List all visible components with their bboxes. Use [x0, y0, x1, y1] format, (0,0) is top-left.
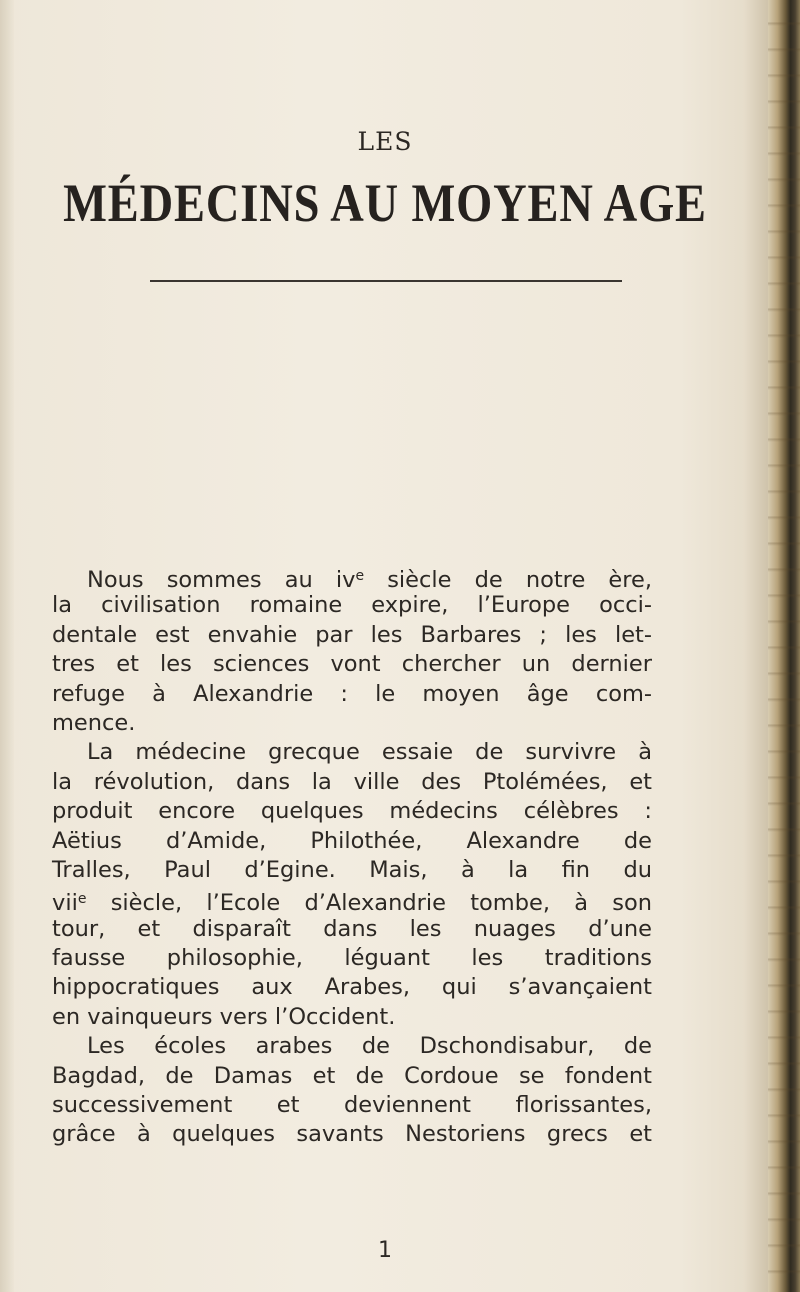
text-line: La médecine grecque essaie de survivre à [87, 739, 652, 766]
text-line: refuge à Alexandrie : le moyen âge com- [52, 680, 652, 707]
body-text [52, 562, 652, 1150]
text-line: Nous sommes au $iv^e$ siècle de notre ère, [87, 567, 652, 593]
page-number: 1 [378, 1238, 392, 1263]
page-gutter [0, 0, 14, 1292]
heading-rule [150, 280, 622, 282]
heading-main: MÉDECINS AU MOYEN AGE [63, 173, 707, 233]
text-line: tour, et disparaît dans les nuages d’une [52, 915, 652, 942]
text-line: mence. [52, 709, 136, 736]
text-line: produit encore quelques médecins célèbres : [52, 798, 652, 825]
text-line: tres et les sciences vont chercher un dernier [52, 651, 652, 678]
text-line: Aëtius d’Amide, Philothée, Alexandre de [52, 827, 652, 854]
text-line: la civilisation romaine expire, l’Europe occi- [52, 592, 652, 619]
text-line: vii$^e$ siècle, l’Ecole d’Alexandrie tombe, à son [52, 890, 652, 917]
text-line: Les écoles arabes de Dschondisabur, de [87, 1033, 652, 1060]
text-line: hippocratiques aux Arabes, qui s’avançaient [52, 974, 652, 1001]
text-line: successivement et deviennent florissantes, [52, 1092, 652, 1119]
text-line: Tralles, Paul d’Egine. Mais, à la fin du [52, 856, 652, 883]
text-line: la révolution, dans la ville des Ptolémées, et [52, 768, 652, 795]
text-line: grâce à quelques savants Nestoriens grecs et [52, 1121, 652, 1148]
heading-top: LES [357, 127, 413, 156]
text-line: Bagdad, de Damas et de Cordoue se fondent [52, 1062, 652, 1089]
text-line: fausse philosophie, léguant les traditions [52, 945, 652, 972]
text-line: dentale est envahie par les Barbares ; les let- [52, 621, 652, 648]
text-line: en vainqueurs vers l’Occident. [52, 1003, 396, 1030]
book-binding-edge [768, 0, 800, 1292]
